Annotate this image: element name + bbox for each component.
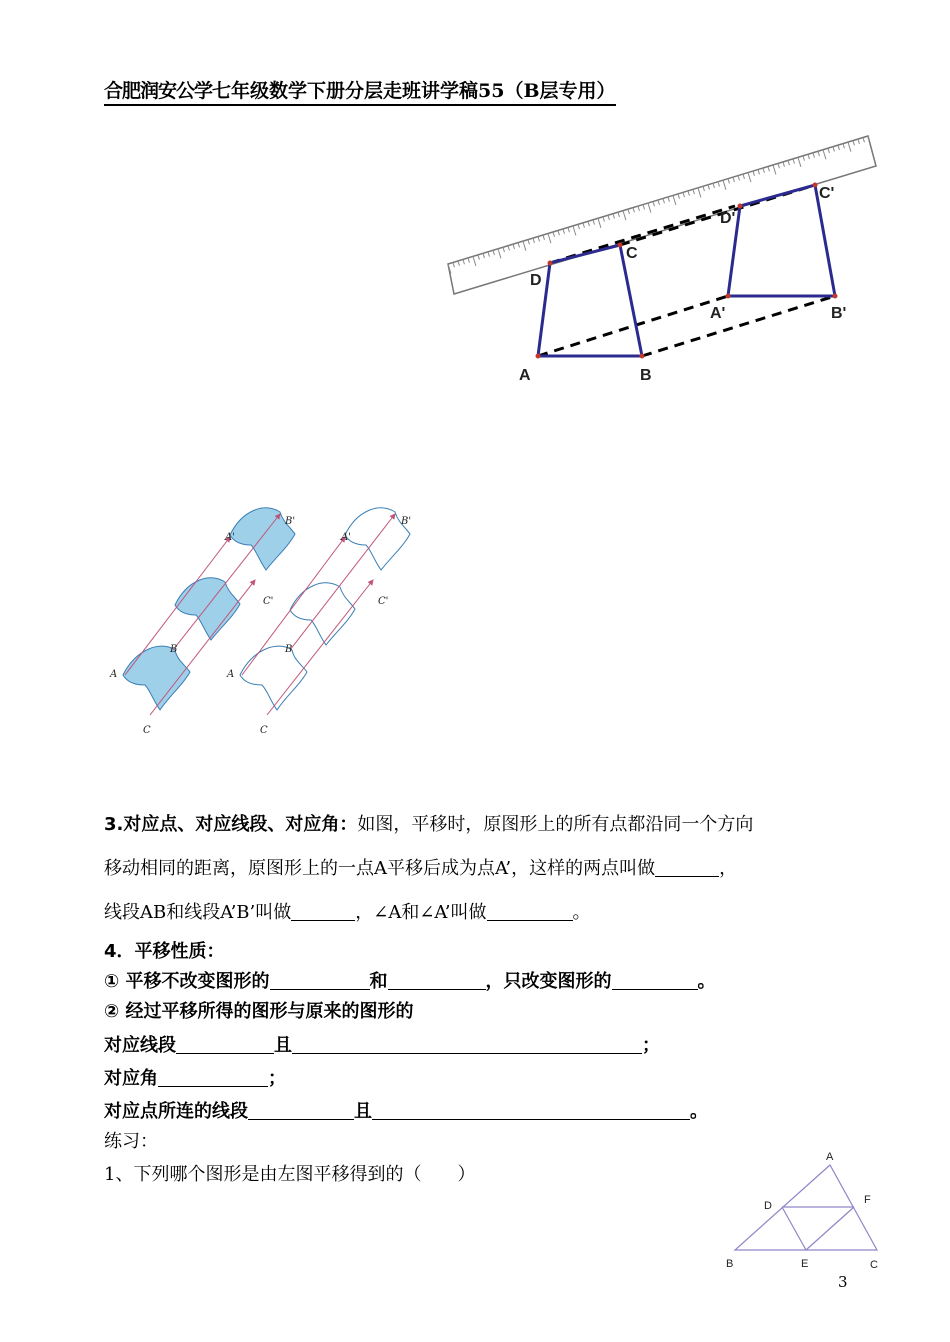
dove-right-label-a-prime: A' bbox=[341, 532, 351, 543]
translation-line-b bbox=[642, 296, 835, 356]
blank-points-equal[interactable] bbox=[248, 1101, 354, 1120]
triangle-label-b: B bbox=[726, 1258, 734, 1270]
label-b-prime: B' bbox=[831, 305, 847, 322]
section4-item2: ② 经过平移所得的图形与原来的图形的 bbox=[104, 1001, 414, 1022]
dove-left-label-b: B bbox=[170, 644, 178, 655]
dove-left-label-a-prime: A' bbox=[225, 532, 235, 543]
school-name: 合肥润安公学 bbox=[104, 80, 213, 102]
dove-right-label-b-prime: B' bbox=[401, 516, 412, 527]
dove-left-label-c: C bbox=[143, 725, 151, 736]
section4-points: 对应点所连的线段 且 。 bbox=[104, 1101, 708, 1122]
triangle-figure bbox=[722, 1145, 892, 1275]
dove-left-label-c-prime: C' bbox=[263, 596, 274, 607]
label-c: C bbox=[626, 245, 638, 262]
dove-right-label-a: A bbox=[227, 669, 235, 680]
practice-question-1: 1、下列哪个图形是由左图平移得到的（ ） bbox=[104, 1164, 476, 1185]
blank-points-parallel[interactable] bbox=[372, 1101, 690, 1120]
dove-group-left bbox=[109, 508, 295, 736]
dove-translation-figure bbox=[105, 500, 435, 745]
section4-item1: ① 平移不改变图形的 和 ，只改变图形的 。 bbox=[104, 971, 716, 992]
label-d: D bbox=[530, 272, 542, 289]
dove-right-label-b: B bbox=[285, 644, 293, 655]
section4-segments: 对应线段 且 ； bbox=[104, 1035, 660, 1056]
label-a-prime: A' bbox=[710, 305, 726, 322]
dove-left-label-b-prime: B' bbox=[285, 516, 296, 527]
blank-shape[interactable] bbox=[270, 971, 370, 990]
dove-right-label-c-prime: C' bbox=[378, 596, 389, 607]
practice-title: 练习： bbox=[104, 1131, 158, 1152]
blank-corresponding-points[interactable] bbox=[655, 858, 719, 877]
header-number: 55 bbox=[478, 80, 505, 102]
page-header bbox=[104, 76, 616, 106]
header-level: （B层专用） bbox=[504, 80, 616, 102]
section3-line1: 3.对应点、对应线段、对应角：如图，平移时，原图形上的所有点都沿同一个方向 bbox=[104, 814, 754, 835]
triangle-label-d: D bbox=[764, 1200, 772, 1212]
section4-angles: 对应角 ； bbox=[104, 1068, 286, 1089]
section3-heading: 3.对应点、对应线段、对应角： bbox=[104, 814, 358, 835]
triangle-label-c: C bbox=[870, 1259, 878, 1271]
blank-corresponding-angles[interactable] bbox=[487, 902, 573, 921]
label-a: A bbox=[519, 367, 531, 384]
quadrilateral-translation-figure bbox=[430, 128, 890, 398]
label-b: B bbox=[640, 367, 652, 384]
header-title: 七年级数学下册分层走班讲学稿 bbox=[212, 80, 479, 102]
label-d-prime: D' bbox=[720, 210, 736, 227]
triangle-label-a: A bbox=[826, 1151, 834, 1163]
page-number: 3 bbox=[838, 1273, 848, 1291]
blank-angles[interactable] bbox=[158, 1068, 268, 1087]
section3-line3: 线段AB和线段A’B’叫做 ，∠A和∠A’叫做 。 bbox=[104, 902, 591, 923]
ruler bbox=[448, 136, 876, 294]
triangle-label-f: F bbox=[864, 1194, 871, 1206]
section3-line2: 移动相同的距离，原图形上的一点A平移后成为点A’，这样的两点叫做 ， bbox=[104, 858, 738, 879]
dove-left-label-a: A bbox=[110, 669, 118, 680]
label-c-prime: C' bbox=[819, 185, 835, 202]
blank-segments-parallel[interactable] bbox=[292, 1035, 642, 1054]
blank-size[interactable] bbox=[388, 971, 486, 990]
triangle-label-e: E bbox=[801, 1258, 809, 1270]
section4-heading: 4．平移性质： bbox=[104, 941, 225, 962]
dove-right-label-c: C bbox=[260, 725, 268, 736]
blank-position[interactable] bbox=[612, 971, 698, 990]
blank-corresponding-segments[interactable] bbox=[291, 902, 355, 921]
blank-segments-equal[interactable] bbox=[176, 1035, 274, 1054]
